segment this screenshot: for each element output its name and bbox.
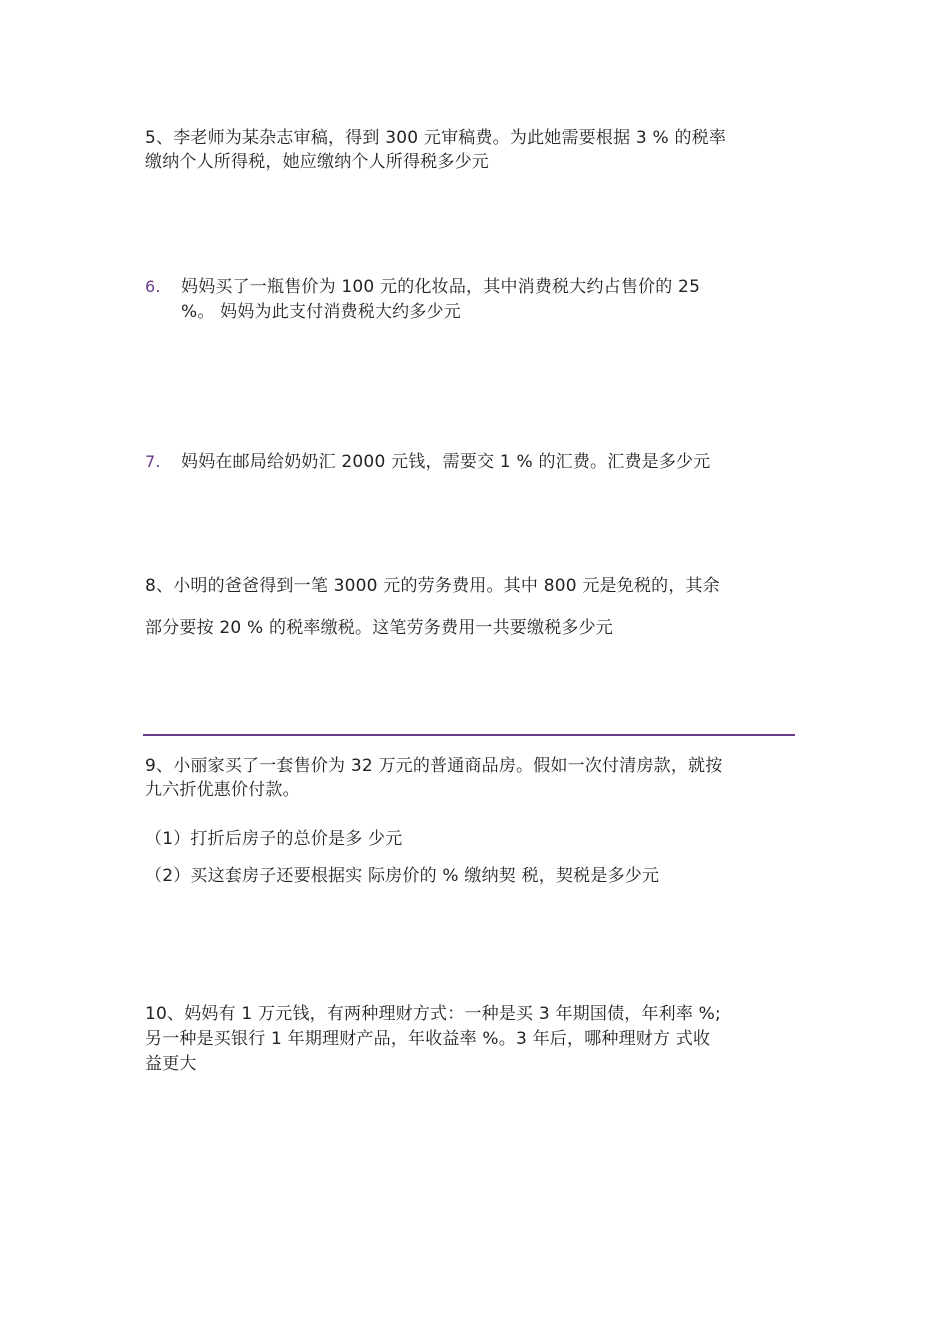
q5-line-2: 缴纳个人所得税，她应缴纳个人所得税多少元 <box>145 152 489 172</box>
q6-text-1: 妈妈买了一瓶售价为 100 元的化妆品，其中消费税大约占售价的 25 <box>181 277 701 297</box>
q9-line-2: 九六折优惠价付款。 <box>145 780 300 800</box>
q7-number: 7. <box>145 452 161 471</box>
q7-line-1 <box>145 450 710 474</box>
q10-line-3: 益更大 <box>145 1054 197 1074</box>
section-divider <box>143 734 795 736</box>
q9-sub-2: （2）买这套房子还要根据实 际房价的 % 缴纳契 税，契税是多少元 <box>145 866 660 886</box>
q10-line-1: 10、妈妈有 1 万元钱，有两种理财方式：一种是买 3 年期国债，年利率 %; <box>145 1004 721 1024</box>
q6-number: 6. <box>145 277 161 296</box>
q8-line-1: 8、小明的爸爸得到一笔 3000 元的劳务费用。其中 800 元是免税的，其余 <box>145 576 720 596</box>
q10-line-2: 另一种是买银行 1 年期理财产品，年收益率 %。3 年后，哪种理财方 式收 <box>145 1029 711 1049</box>
q8-line-2: 部分要按 20 % 的税率缴税。这笔劳务费用一共要缴税多少元 <box>145 618 613 638</box>
q9-line-1: 9、小丽家买了一套售价为 32 万元的普通商品房。假如一次付清房款，就按 <box>145 756 723 776</box>
q7-text: 妈妈在邮局给奶奶汇 2000 元钱，需要交 1 % 的汇费。汇费是多少元 <box>181 452 711 472</box>
q6-line-2: %。 妈妈为此支付消费税大约多少元 <box>181 302 461 322</box>
q5-line-1: 5、李老师为某杂志审稿，得到 300 元审稿费。为此她需要根据 3 % 的税率 <box>145 128 727 148</box>
q9-sub-1: （1）打折后房子的总价是多 少元 <box>145 829 403 849</box>
q6-line-1 <box>145 275 700 299</box>
